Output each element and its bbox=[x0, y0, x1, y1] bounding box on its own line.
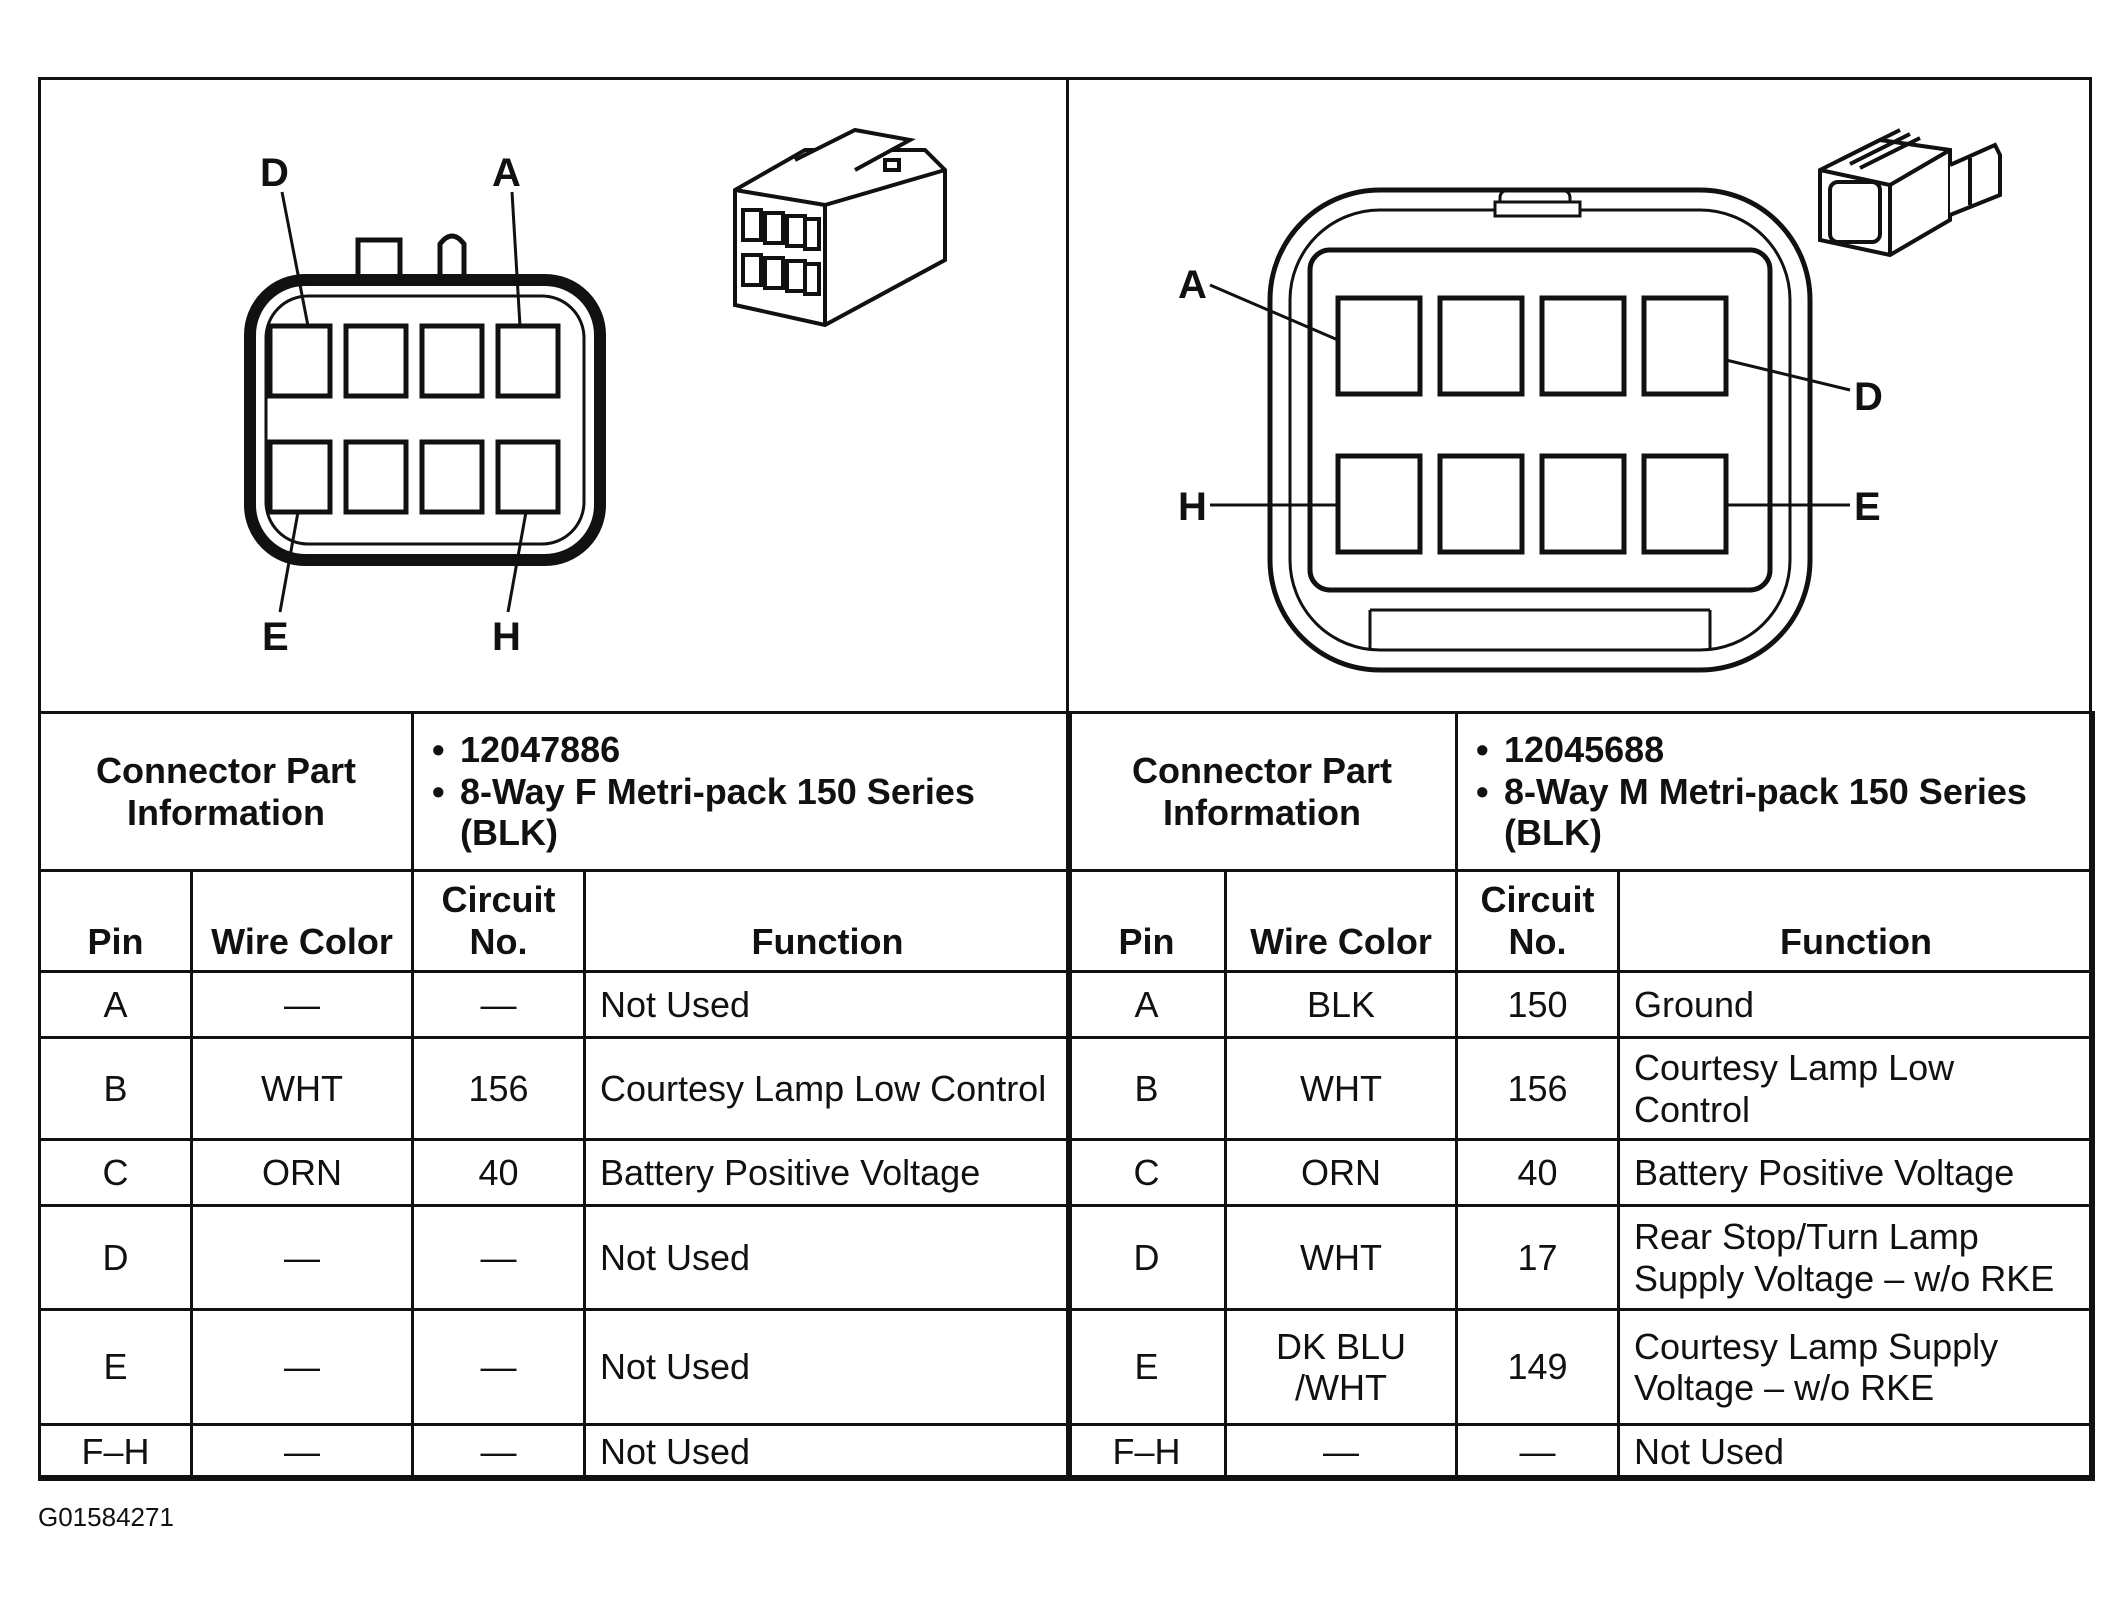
cell-pin: A bbox=[1068, 972, 1226, 1038]
label-e-right: E bbox=[1854, 485, 1881, 529]
header-circuit: Circuit No. bbox=[413, 871, 585, 972]
cell-wire-color: — bbox=[192, 972, 413, 1038]
label-e: E bbox=[262, 615, 289, 659]
part-info-cell bbox=[1457, 713, 2094, 871]
cell-wire-color: DK BLU /WHT bbox=[1226, 1310, 1457, 1425]
cell-function: Battery Positive Voltage bbox=[585, 1140, 1071, 1206]
cell-function: Not Used bbox=[1619, 1425, 2094, 1480]
part-number: • 12047886 bbox=[428, 729, 1055, 770]
cell-function: Courtesy Lamp Low Control bbox=[1619, 1038, 2094, 1140]
header-circuit: Circuit No. bbox=[1457, 871, 1619, 972]
cell-pin: B bbox=[40, 1038, 192, 1140]
cell-circuit: 40 bbox=[413, 1140, 585, 1206]
cell-circuit: — bbox=[413, 972, 585, 1038]
cell-circuit: 149 bbox=[1457, 1310, 1619, 1425]
table-row bbox=[1068, 1310, 2094, 1425]
label-h: H bbox=[492, 615, 521, 659]
male-connector-isometric bbox=[1810, 110, 2010, 290]
header-function: Function bbox=[1619, 871, 2094, 972]
cell-wire-color: ORN bbox=[192, 1140, 413, 1206]
right-connector-table bbox=[1066, 711, 2095, 1481]
cell-pin: E bbox=[40, 1310, 192, 1425]
cell-function: Courtesy Lamp Supply Voltage – w/o RKE bbox=[1619, 1310, 2094, 1425]
cell-wire-color: — bbox=[192, 1206, 413, 1310]
header-pin: Pin bbox=[1068, 871, 1226, 972]
header-wire-color: Wire Color bbox=[192, 871, 413, 972]
table-row bbox=[1068, 972, 2094, 1038]
table-row bbox=[40, 1310, 1071, 1425]
cell-circuit: — bbox=[413, 1310, 585, 1425]
cell-pin: B bbox=[1068, 1038, 1226, 1140]
connector-part-info-label: Connector Part Information bbox=[40, 713, 413, 871]
part-description: • 8-Way M Metri-pack 150 Series (BLK) bbox=[1472, 771, 2078, 854]
connector-part-info-label: Connector Part Information bbox=[1068, 713, 1457, 871]
cell-function: Not Used bbox=[585, 972, 1071, 1038]
figure-code: G01584271 bbox=[38, 1502, 174, 1532]
male-connector-face bbox=[1170, 160, 1890, 680]
part-info-row bbox=[1068, 713, 2094, 871]
table-row bbox=[1068, 1038, 2094, 1140]
cell-circuit: 156 bbox=[413, 1038, 585, 1140]
table-row bbox=[40, 1425, 1071, 1480]
header-function: Function bbox=[585, 871, 1071, 972]
female-connector-face bbox=[230, 140, 650, 660]
header-pin: Pin bbox=[40, 871, 192, 972]
left-connector-table bbox=[38, 711, 1072, 1481]
table-row bbox=[1068, 1425, 2094, 1480]
table-row bbox=[40, 1206, 1071, 1310]
cell-wire-color: — bbox=[1226, 1425, 1457, 1480]
cell-circuit: 156 bbox=[1457, 1038, 1619, 1140]
cell-pin: C bbox=[40, 1140, 192, 1206]
label-d-right: D bbox=[1854, 375, 1883, 419]
cell-function: Not Used bbox=[585, 1425, 1071, 1480]
cell-circuit: 150 bbox=[1457, 972, 1619, 1038]
cell-function: Ground bbox=[1619, 972, 2094, 1038]
part-description: • 8-Way F Metri-pack 150 Series (BLK) bbox=[428, 771, 1055, 854]
cell-circuit: — bbox=[413, 1425, 585, 1480]
cell-circuit: 40 bbox=[1457, 1140, 1619, 1206]
cell-function: Courtesy Lamp Low Control bbox=[585, 1038, 1071, 1140]
cell-function: Not Used bbox=[585, 1310, 1071, 1425]
table-row bbox=[1068, 1140, 2094, 1206]
cell-pin: D bbox=[40, 1206, 192, 1310]
cell-wire-color: ORN bbox=[1226, 1140, 1457, 1206]
table-row bbox=[40, 1140, 1071, 1206]
cell-wire-color: WHT bbox=[1226, 1038, 1457, 1140]
header-wire-color: Wire Color bbox=[1226, 871, 1457, 972]
part-info-row bbox=[40, 713, 1071, 871]
cell-pin: C bbox=[1068, 1140, 1226, 1206]
header-row bbox=[1068, 871, 2094, 972]
cell-circuit: — bbox=[413, 1206, 585, 1310]
cell-function: Rear Stop/Turn Lamp Supply Voltage – w/o RKE bbox=[1619, 1206, 2094, 1310]
cell-circuit: 17 bbox=[1457, 1206, 1619, 1310]
cell-wire-color: BLK bbox=[1226, 972, 1457, 1038]
cell-pin: F–H bbox=[1068, 1425, 1226, 1480]
cell-wire-color: WHT bbox=[192, 1038, 413, 1140]
cell-wire-color: WHT bbox=[1226, 1206, 1457, 1310]
label-a: A bbox=[492, 151, 521, 195]
cell-pin: A bbox=[40, 972, 192, 1038]
cell-function: Not Used bbox=[585, 1206, 1071, 1310]
label-a-right: A bbox=[1178, 263, 1207, 307]
cell-wire-color: — bbox=[192, 1310, 413, 1425]
table-row bbox=[1068, 1206, 2094, 1310]
part-number: • 12045688 bbox=[1472, 729, 2078, 770]
label-d: D bbox=[260, 151, 289, 195]
cell-pin: F–H bbox=[40, 1425, 192, 1480]
cell-pin: E bbox=[1068, 1310, 1226, 1425]
table-row bbox=[40, 972, 1071, 1038]
header-row bbox=[40, 871, 1071, 972]
female-connector-isometric bbox=[725, 110, 955, 340]
cell-function: Battery Positive Voltage bbox=[1619, 1140, 2094, 1206]
table-row bbox=[40, 1038, 1071, 1140]
label-h-right: H bbox=[1178, 485, 1207, 529]
part-info-cell bbox=[413, 713, 1071, 871]
cell-wire-color: — bbox=[192, 1425, 413, 1480]
cell-circuit: — bbox=[1457, 1425, 1619, 1480]
cell-pin: D bbox=[1068, 1206, 1226, 1310]
